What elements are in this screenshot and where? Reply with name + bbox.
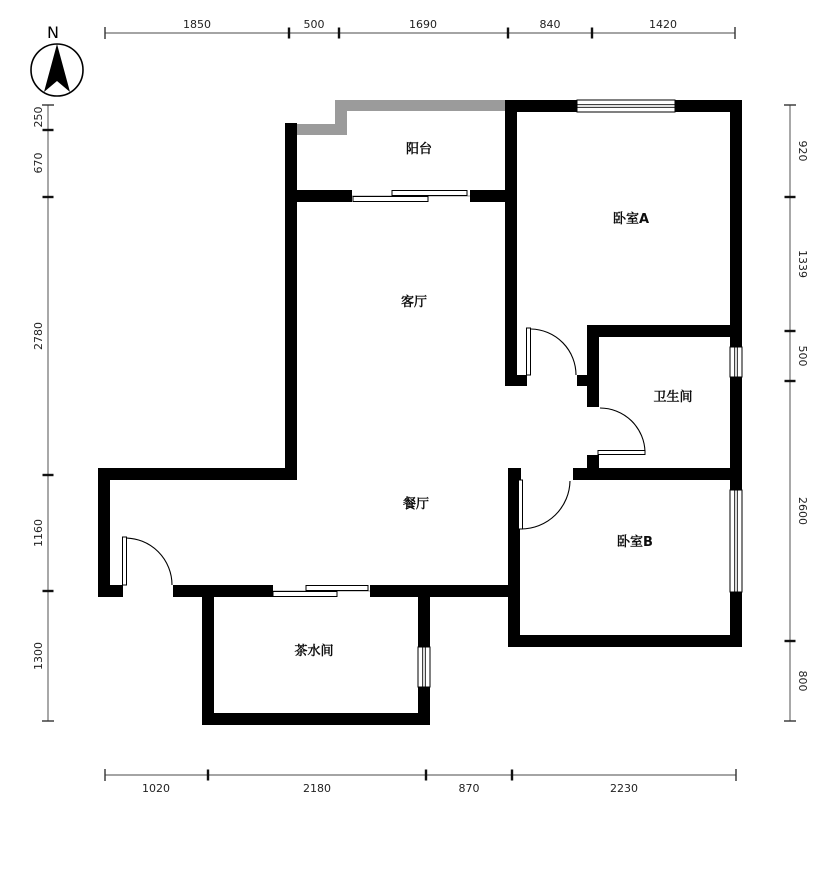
window-tea-room (418, 647, 430, 687)
dim-label-bottom-2: 870 (458, 782, 480, 795)
room-label-dining-room: 餐厅 (402, 497, 430, 512)
dim-label-right-2: 500 (796, 345, 809, 367)
dim-label-left-2: 2780 (32, 322, 45, 350)
railing-walls (285, 100, 508, 135)
window-bedroom-b (730, 490, 742, 592)
window-bedroom-a (577, 100, 675, 112)
wall-bedroom-b-top-b (573, 468, 730, 480)
dim-label-right-0: 920 (796, 140, 809, 162)
dim-label-top-3: 840 (539, 18, 561, 31)
dim-label-top-1: 500 (303, 18, 325, 31)
dim-label-right-4: 800 (796, 670, 809, 692)
room-label-tea-room: 茶水间 (294, 644, 334, 659)
dim-label-top-0: 1850 (183, 18, 211, 31)
wall-bathroom-left-upper (587, 325, 599, 407)
wall-tea-bottom (202, 713, 430, 725)
door-entry (123, 537, 173, 585)
dim-label-left-1: 670 (32, 152, 45, 174)
compass (31, 23, 83, 96)
dim-label-right-3: 2600 (796, 497, 809, 525)
railing-top-band (335, 100, 508, 111)
room-label-balcony: 阳台 (405, 142, 433, 157)
door-bathroom (598, 408, 645, 455)
dim-label-bottom-0: 1020 (142, 782, 170, 795)
room-label-bedroom-a: 卧室A (612, 212, 650, 227)
sliding-doors (273, 191, 470, 597)
wall-dining-bottom-b (173, 585, 273, 597)
room-label-living-room: 客厅 (400, 295, 428, 310)
windows (418, 100, 742, 687)
swing-doors (123, 328, 646, 585)
dim-label-left-3: 1160 (32, 519, 45, 547)
wall-center-vertical (505, 100, 517, 386)
door-bedroom-b (519, 480, 571, 529)
wall-bedroom-a-top-left (505, 100, 577, 112)
dimension-chain-left (32, 105, 54, 721)
door-bedroom-a (527, 328, 577, 375)
dim-label-bottom-1: 2180 (303, 782, 331, 795)
wall-vestibule-a (505, 375, 527, 386)
wall-dining-bottom-a (98, 585, 123, 597)
dim-label-right-1: 1339 (796, 250, 809, 278)
wall-bedroom-b-top-a (508, 468, 521, 480)
wall-tea-left (202, 585, 214, 725)
room-label-bathroom: 卫生间 (653, 390, 693, 405)
wall-bedroom-b-bottom (508, 635, 742, 647)
dimension-chain-top (105, 18, 735, 39)
room-labels (294, 141, 692, 659)
wall-dining-bottom-c (370, 585, 517, 597)
dim-label-bottom-3: 2230 (610, 782, 638, 795)
dim-label-left-0: 250 (32, 106, 45, 128)
wall-bathroom-top (588, 325, 730, 337)
compass-north-label: N (47, 23, 59, 42)
wall-dining-topleft (98, 468, 297, 480)
dim-label-top-2: 1690 (409, 18, 437, 31)
dimension-chain-right (784, 105, 809, 721)
sliding-door-balcony (352, 191, 470, 202)
wall-balcony-bottom-left (285, 190, 352, 202)
dim-label-top-4: 1420 (649, 18, 677, 31)
wall-left-outer-lower (98, 468, 110, 597)
dim-label-left-4: 1300 (32, 642, 45, 670)
window-bathroom (730, 347, 742, 377)
dimension-chain-bottom (105, 769, 736, 795)
wall-living-left (285, 123, 297, 480)
room-label-bedroom-b: 卧室B (617, 535, 653, 550)
sliding-door-tea-room (273, 586, 370, 597)
